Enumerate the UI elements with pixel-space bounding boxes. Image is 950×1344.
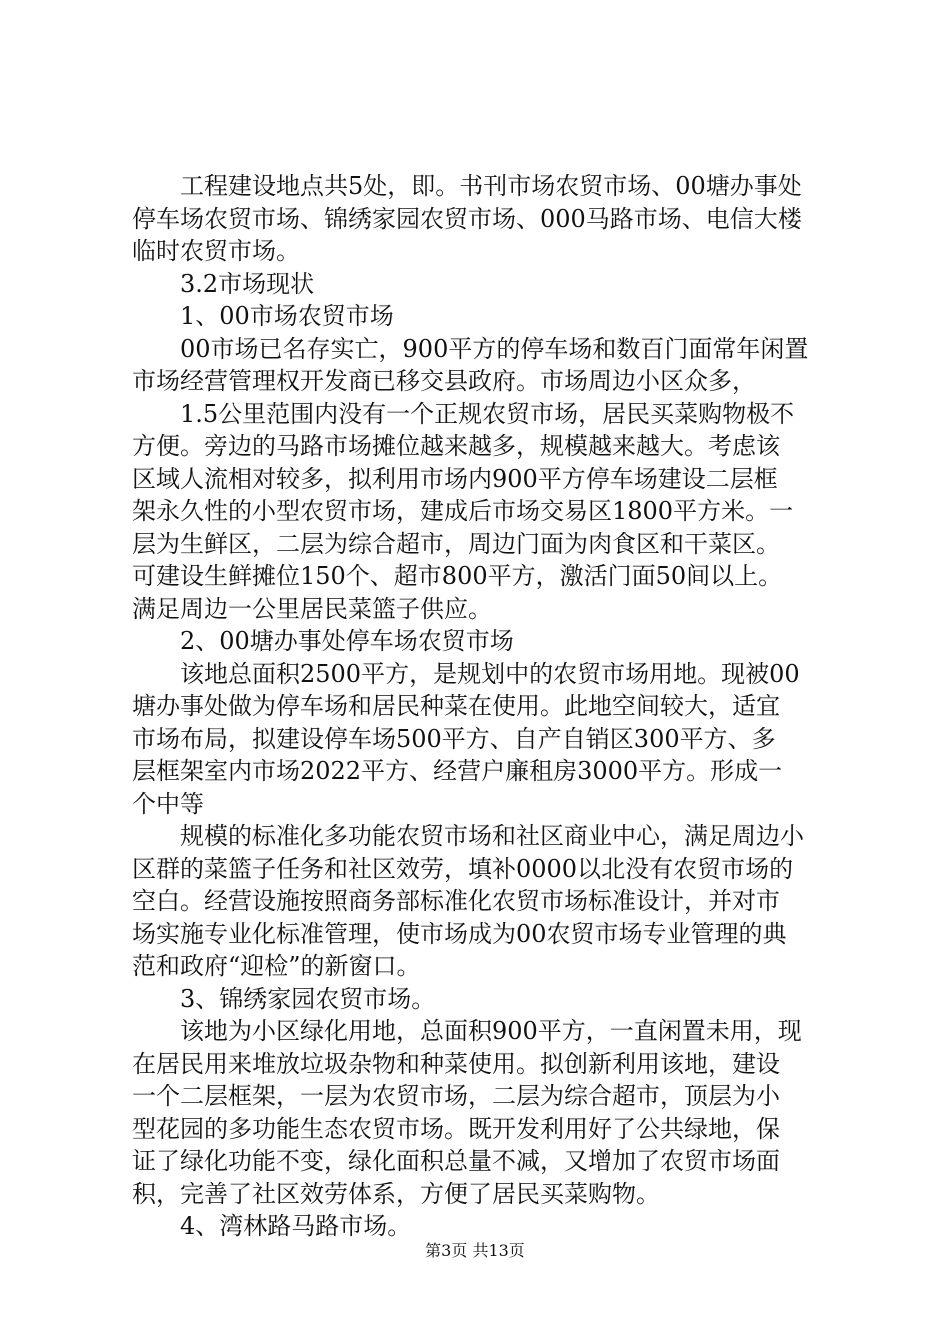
paragraph-line: 个中等 bbox=[132, 789, 204, 818]
subsection-heading: 3、锦绣家园农贸市场。 bbox=[180, 984, 436, 1013]
paragraph-line: 塘办事处做为停车场和居民种菜在使用。此地空间较大，适宜 bbox=[132, 692, 780, 720]
paragraph-line: 停车场农贸市场、锦绣家园农贸市场、000马路市场、电信大楼 bbox=[132, 204, 802, 233]
paragraph-line: 证了绿化功能不变，绿化面积总量不减，又增加了农贸市场面 bbox=[132, 1147, 780, 1175]
paragraph-line: 层框架室内市场2022平方、经营户廉租房3000平方。形成一 bbox=[132, 757, 783, 785]
paragraph-line: 架永久性的小型农贸市场，建成后市场交易区1800平方米。一 bbox=[132, 497, 794, 525]
paragraph-line: 积，完善了社区效劳体系，方便了居民买菜购物。 bbox=[132, 1179, 660, 1208]
paragraph-line: 市场布局，拟建设停车场500平方、自产自销区300平方、多 bbox=[132, 724, 776, 753]
paragraph-line: 方便。旁边的马路市场摊位越来越多，规模越来越大。考虑该 bbox=[132, 432, 780, 460]
subsection-heading: 1、00市场农贸市场 bbox=[180, 302, 394, 330]
paragraph-line: 层为生鲜区，二层为综合超市，周边门面为肉食区和干菜区。 bbox=[132, 529, 780, 558]
paragraph-line: 1.5公里范围内没有一个正规农贸市场，居民买菜购物极不 bbox=[180, 399, 795, 428]
paragraph-line: 满足周边一公里居民菜篮子供应。 bbox=[132, 594, 492, 623]
paragraph-line: 范和政府“迎检”的新窗口。 bbox=[132, 952, 421, 980]
paragraph-line: 区域人流相对较多，拟利用市场内900平方停车场建设二层框 bbox=[132, 464, 778, 493]
paragraph-line: 市场经营管理权开发商已移交县政府。市场周边小区众多， bbox=[132, 367, 756, 395]
paragraph-line: 型花园的多功能生态农贸市场。既开发利用好了公共绿地，保 bbox=[132, 1114, 780, 1143]
subsection-heading: 2、00塘办事处停车场农贸市场 bbox=[180, 627, 514, 655]
paragraph-line: 在居民用来堆放垃圾杂物和种菜使用。拟创新利用该地，建设 bbox=[132, 1049, 780, 1078]
section-heading: 3.2市场现状 bbox=[180, 269, 315, 298]
paragraph-line: 该地总面积2500平方，是规划中的农贸市场用地。现被00 bbox=[180, 659, 800, 688]
document-body bbox=[132, 170, 838, 1243]
paragraph-line: 区群的菜篮子任务和社区效劳，填补0000以北没有农贸市场的 bbox=[132, 854, 794, 883]
paragraph-line: 工程建设地点共5处，即。书刊市场农贸市场、00塘办事处 bbox=[180, 172, 802, 200]
paragraph-line: 可建设生鲜摊位150个、超市800平方，激活门面50间以上。 bbox=[132, 562, 783, 590]
paragraph-line: 一个二层框架，一层为农贸市场，二层为综合超市，顶层为小 bbox=[132, 1082, 780, 1110]
paragraph-line: 规模的标准化多功能农贸市场和社区商业中心，满足周边小 bbox=[180, 822, 804, 850]
paragraph-line: 空白。经营设施按照商务部标准化农贸市场标准设计，并对市 bbox=[132, 887, 780, 915]
subsection-heading: 4、湾林路马路市场。 bbox=[180, 1212, 412, 1240]
paragraph-line: 场实施专业化标准管理，使市场成为00农贸市场专业管理的典 bbox=[132, 919, 787, 948]
page-number-footer: 第3页 共13页 bbox=[425, 1241, 525, 1260]
paragraph-line: 00市场已名存实亡，900平方的停车场和数百门面常年闲置 bbox=[180, 334, 809, 363]
paragraph-line: 临时农贸市场。 bbox=[132, 237, 300, 265]
paragraph-line: 该地为小区绿化用地，总面积900平方，一直闲置未用，现 bbox=[180, 1017, 802, 1045]
